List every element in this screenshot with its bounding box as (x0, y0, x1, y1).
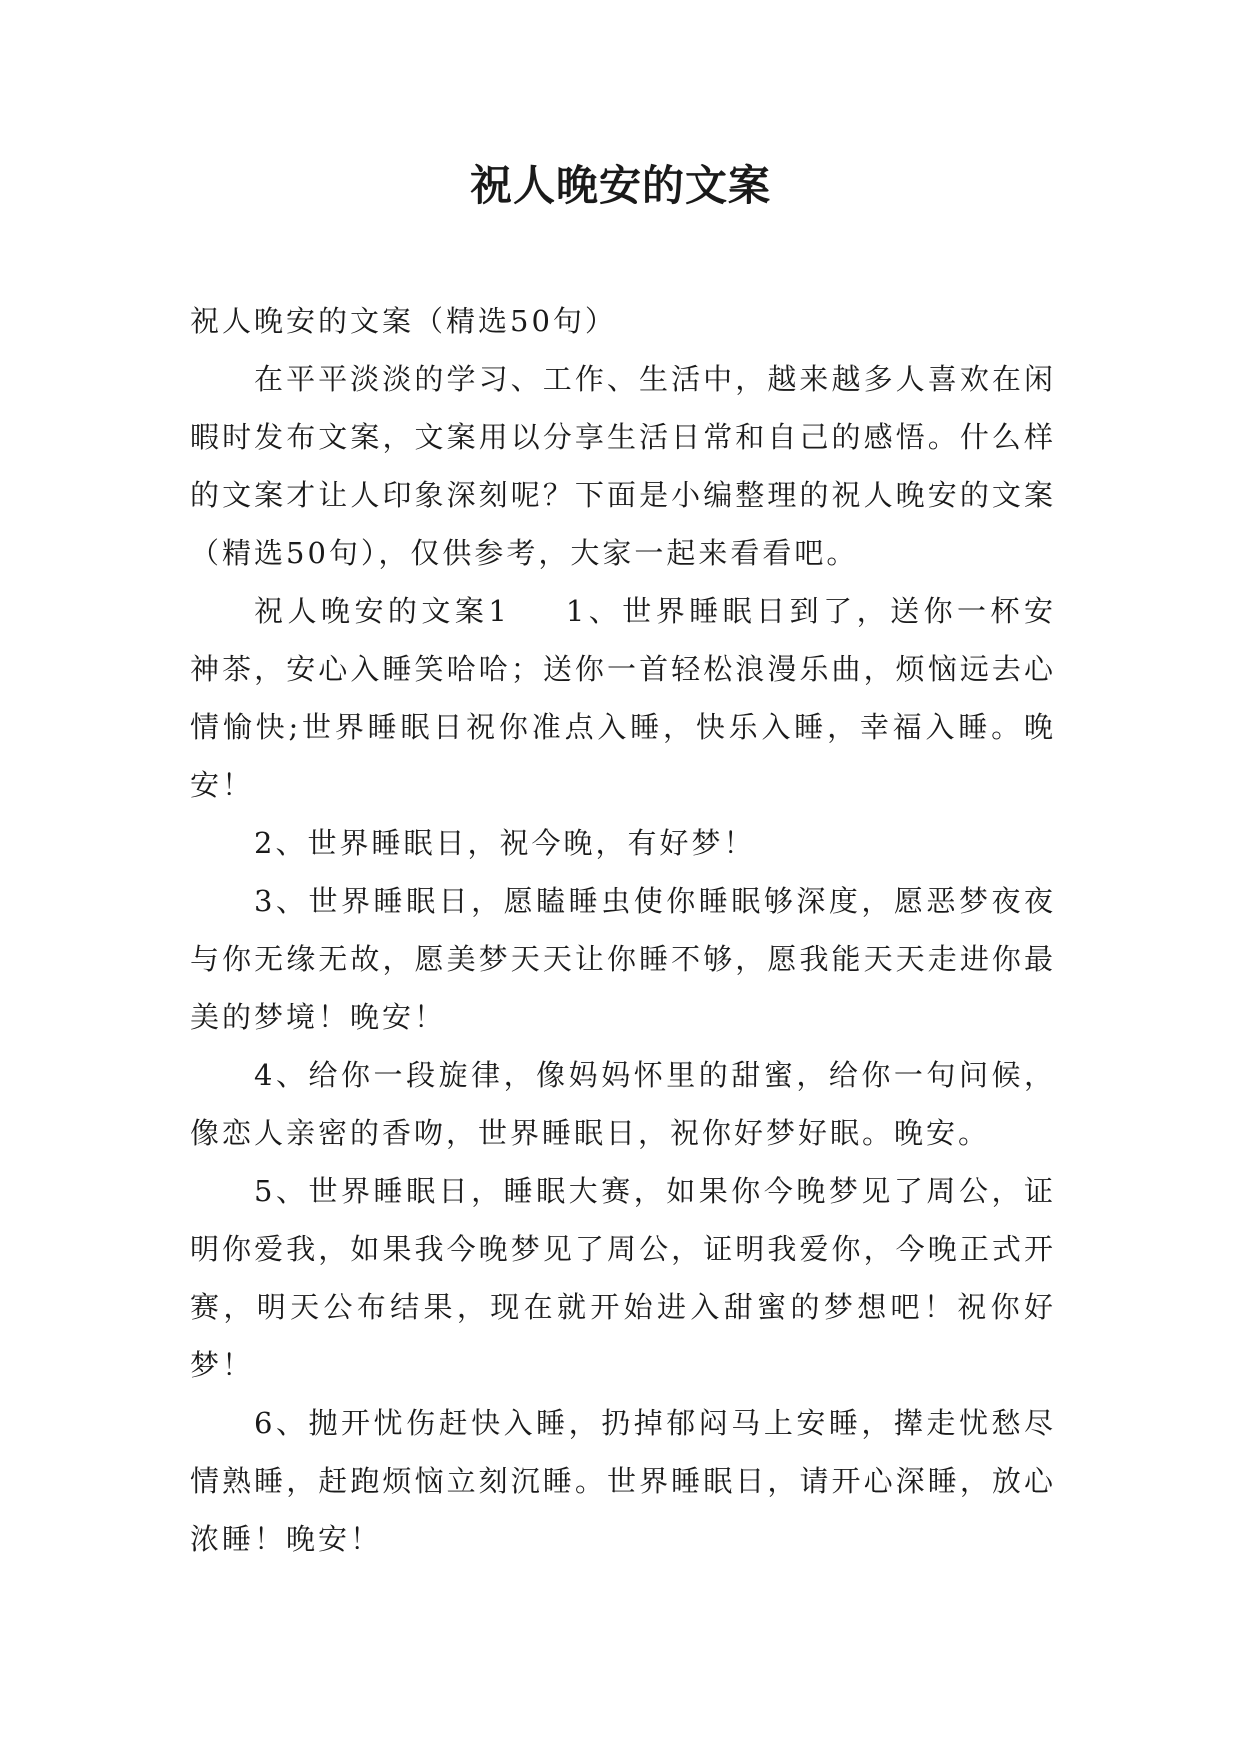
list-item-2: 2、世界睡眠日，祝今晚，有好梦！ (254, 826, 756, 860)
list-item-1: 1、世界睡眠日到了，送你一杯安神茶，安心入睡笑哈哈；送你一首轻松浪漫乐曲，烦恼远去心情愉快;世界睡眠日祝你准点入睡，快乐入睡，幸福入睡。晚安！ (190, 594, 1057, 802)
list-item-3: 3、世界睡眠日，愿瞌睡虫使你睡眠够深度，愿恶梦夜夜与你无缘无故，愿美梦天天让你睡不够，愿我能天天走进你最美的梦境！晚安！ (190, 884, 1056, 1034)
intro-paragraph: 在平平淡淡的学习、工作、生活中，越来越多人喜欢在闲暇时发布文案，文案用以分享生活日常和自己的感悟。什么样的文案才让人印象深刻呢？下面是小编整理的祝人晚安的文案（精选50句），仅供参考，大家一起来看看吧。 (190, 362, 1056, 570)
document-subtitle: 祝人晚安的文案（精选50句） (190, 304, 617, 338)
list-item-5: 5、世界睡眠日，睡眠大赛，如果你今晚梦见了周公，证明你爱我，如果我今晚梦见了周公，证明我爱你，今晚正式开赛，明天公布结果，现在就开始进入甜蜜的梦想吧！祝你好梦！ (190, 1174, 1056, 1382)
document-body (190, 292, 1056, 1568)
list-item-4: 4、给你一段旋律，像妈妈怀里的甜蜜，给你一句问候，像恋人亲密的香吻，世界睡眠日，祝你好梦好眠。晚安。 (190, 1058, 1056, 1150)
list-item-6: 6、抛开忧伤赶快入睡，扔掉郁闷马上安睡，撵走忧愁尽情熟睡，赶跑烦恼立刻沉睡。世界睡眠日，请开心深睡，放心浓睡！晚安！ (190, 1406, 1056, 1556)
document-title: 祝人晚安的文案 (469, 161, 771, 210)
section-heading: 祝人晚安的文案1 (254, 594, 510, 628)
first-item-paragraph (190, 582, 1056, 814)
